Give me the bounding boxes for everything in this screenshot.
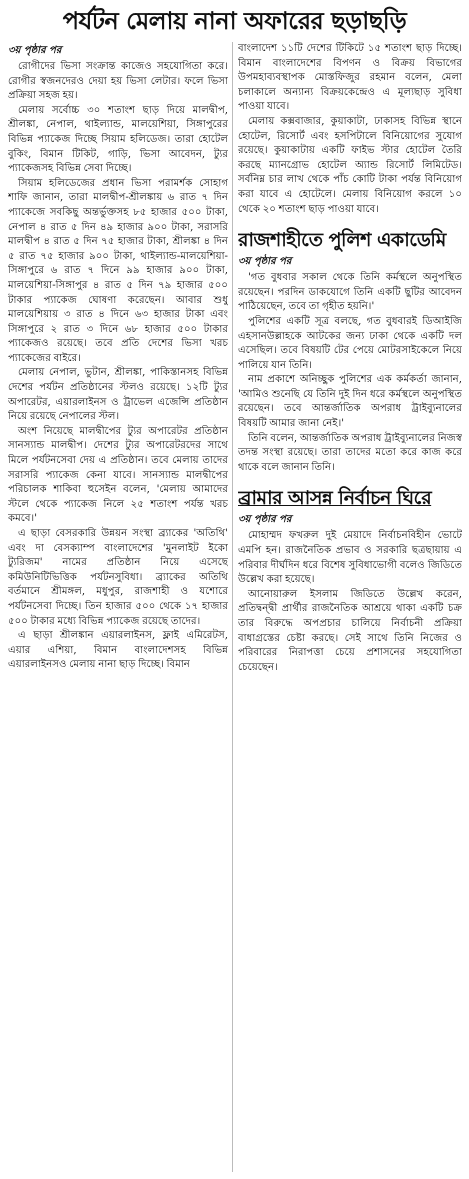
column-divider xyxy=(232,42,233,1172)
article-paragraph: মেলায় সর্বোচ্চ ৩০ শতাংশ ছাড় দিয়ে মালদ্বীপ, শ্রীলঙ্কা, নেপাল, থাইল্যান্ড, মালয়েশিয়া, সিঙ্গাপুরের বিভিন্ন প্যাকেজ দিচ্ছে সিয়াম হলিডেজ। তারা হোটেল বুকিং, বিমান টিকিট, গাড়ি, ভিসা আবেদন, ট্যুর প্যাকেজসহ বিভিন্ন সেবা দিচ্ছে। xyxy=(8,104,228,175)
left-column xyxy=(8,42,228,1172)
article-paragraph: বাংলাদেশ ১১টি দেশের টিকিটে ১৫ শতাংশ ছাড় দিচ্ছে। বিমান বাংলাদেশের বিপণন ও বিক্রয় বিভাগের উপমহাব্যবস্থাপক মোস্তফিজুর রহমান বলেন, মেলা চলাকালে অন্যান্য বিক্রয়কেন্দ্রেও এ মূল্যছাড় সুবিধা পাওয়া যাবে। xyxy=(238,43,462,113)
article-paragraph: মোহাম্মদ ফখরুল দুই মেয়াদে নির্বাচনবিহীন ভোটে এমপি হন। রাজনৈতিক প্রভাব ও সরকারি ছত্রছায়ায় এ পরিবার দীর্ঘদিন ধরে বিশেষ সুবিধাভোগী বলেও জিডিতে উল্লেখ করা হয়েছে। xyxy=(238,530,462,586)
article-paragraph: রোগীদের ভিসা সংক্রান্ত কাজেও সহযোগিতা করে। রোগীর স্বজনদেরও দেয়া হয় ভিসা লেটার। ফলে ভিসা প্রক্রিয়া সহজ হয়। xyxy=(8,61,228,102)
article-paragraph: পুলিশের একটি সূত্র বলছে, গত বুধবারই ডিআইজি এহসানউল্লাহকে আটকের জন্য ঢাকা থেকে একটি দল এসেছিল। তবে বিষয়টি টের পেয়ে মোটরসাইকেলে নিয়ে পালিয়ে যান তিনি। xyxy=(238,315,462,371)
story-headline-election: ব্রামার আসন্ন নির্বাচন ঘিরে xyxy=(238,487,432,510)
article-paragraph: অংশ নিয়েছে মালদ্বীপের ট্যুর অপারেটর প্রতিষ্ঠান সানস্যান্ড মালদ্বীপ। দেশের ট্যুর অপারেটরদের সাথে মিলে পর্যটনসেবা দেয় এ প্রতিষ্ঠান। তবে মেলায় তাদের সরাসরি প্যাকেজ কেনা যাবে। সানস্যান্ড মালদ্বীপের পরিচালক শাকিবা হুসেইন বলেন, 'মেলায় আমাদের স্টলে থেকে প্যাকেজ নিলে ২৫ শতাংশ পর্যন্ত খরচ কমবে।' xyxy=(8,425,228,525)
continued-from-label: ৩য় পৃষ্ঠার পর xyxy=(238,514,292,526)
continued-from-label: ৩য় পৃষ্ঠার পর xyxy=(238,256,292,268)
story-headline-police-academy: রাজশাহীতে পুলিশ একাডেমি xyxy=(238,229,446,252)
right-column xyxy=(238,42,462,1172)
continued-from-label: ৩য় পৃষ্ঠার পর xyxy=(8,45,62,56)
article-paragraph: সিয়াম হলিডেজের প্রধান ভিসা পরামর্শক সোহাগ শাফি জানান, তারা মালদ্বীপ-শ্রীলঙ্কায় ৬ রাত ৭ দিন প্যাকেজে সবকিছু অন্তর্ভুক্তসহ ৮৫ হাজার ৫০০ টাকা, নেপাল ৪ রাত ৫ দিন ৪৯ হাজার ৯০০ টাকা, সরাসরি মালদ্বীপ ৪ রাত ৫ দিন ৭৫ হাজার টাকা, শ্রীলঙ্কা ৪ দিন ৫ রাত ৭৫ হাজার ৯০০ টাকা, থাইল্যান্ড-মালয়েশিয়া-সিঙ্গাপুরে ৬ রাত ৭ দিনে ৯৯ হাজার ৯০০ টাকা, মালয়েশিয়া-সিঙ্গাপুর ৪ রাত ৫ দিন ৭৯ হাজার ৫০০ টাকার প্যাকেজ ঘোষণা করেছেন। আবার শুধু মালয়েশিয়ায় ৩ রাত ৪ দিনে ৬৩ হাজার টাকা এবং সিঙ্গাপুরে ২ রাত ৩ দিনে ৬৮ হাজার ৫০০ টাকার প্যাকেজও রয়েছে। তবে প্রতি দেশের ভিসা খরচ প্যাকেজের বাইরে। xyxy=(8,177,228,364)
article-paragraph: নাম প্রকাশে অনিচ্ছুক পুলিশের এক কর্মকর্তা জানান, 'আমিও শুনেছি যে তিনি দুই দিন ধরে কর্মস্থলে অনুপস্থিত রয়েছেন। তবে আন্তর্জাতিক অপরাধ ট্রাইব্যুনালের বিষয়টি আমার জানা নেই।' xyxy=(238,374,462,430)
article-paragraph: মেলায় কক্সবাজার, কুয়াকাটা, ঢাকাসহ বিভিন্ন স্থানে হোটেল, রিসোর্ট এবং হসপিটালে বিনিয়োগের সুযোগ রয়েছে। কুয়াকাটায় একটি ফাইভ স্টার হোটেল তৈরি করছে ম্যানগ্রোভ হোটেল অ্যান্ড রিসোর্ট লিমিটেড। সর্বনিম্ন চার লাখ থেকে পাঁচ কোটি টাকা পর্যন্ত বিনিয়োগ করা যাবে এ হোটেলে। মেলায় বিনিয়োগ করলে ১০ থেকে ২০ শতাংশ ছাড় পাওয়া যাবে। xyxy=(238,115,462,215)
article-paragraph: তিনি বলেন, আন্তর্জাতিক অপরাধ ট্রাইব্যুনালের নিজস্ব তদন্ত সংস্থা রয়েছে। তারা তাদের মতো করে কাজ করে থাকে বলে জানান তিনি। xyxy=(238,432,462,473)
article-paragraph: মেলায় নেপাল, ভুটান, শ্রীলঙ্কা, পাকিস্তানসহ বিভিন্ন দেশের পর্যটন প্রতিষ্ঠানের স্টলও রয়েছে। ১২টি ট্যুর অপারেটর, এয়ারলাইনস ও ট্রাভেল এজেন্সি প্রতিষ্ঠান নিয়ে রয়েছে নেপালের স্টল। xyxy=(8,367,228,423)
article-paragraph: আনোয়ারুল ইসলাম জিডিতে উল্লেখ করেন, প্রতিদ্বন্দ্বী প্রার্থীর রাজনৈতিক আশ্রয়ে থাকা একটি চক্র তার বিরুদ্ধে অপপ্রচার চালিয়ে নির্বাচনী প্রক্রিয়া বাধাগ্রস্তের চেষ্টা করছে। সেই সাথে তিনি নিজের ও পরিবারের নিরাপত্তা চেয়ে প্রশাসনের সহযোগিতা চেয়েছেন। xyxy=(238,588,462,673)
article-paragraph: এ ছাড়া বেসরকারি উন্নয়ন সংস্থা ব্র্যাকের 'অতিথি' এবং দা বেসক্যাম্প বাংলাদেশের 'মুনলাইট ইকো ট্যুরিজম' নামের প্রতিষ্ঠান নিয়ে এসেছে কমিউনিটিভিত্তিক পর্যটনসুবিধা। ব্র্যাকের অতিথি বর্তমানে শ্রীমঙ্গল, মধুপুর, রাজশাহী ও যশোরে পর্যটনসেবা দিচ্ছে। তিন হাজার ৫০০ থেকে ১৭ হাজার ৫০০ টাকার মধ্যে বিভিন্ন প্যাকেজ রয়েছে তাদের। xyxy=(8,528,228,627)
main-headline: পর্যটন মেলায় নানা অফারের ছড়াছড়ি xyxy=(62,7,407,35)
article-paragraph: এ ছাড়া শ্রীলঙ্কান এয়ারলাইনস, ফ্লাই এমিরেটস, এয়ার এশিয়া, বিমান বাংলাদেশসহ বিভিন্ন এয়ারলাইনসও মেলায় নানা ছাড় দিচ্ছে। বিমান xyxy=(8,630,228,671)
article-paragraph: 'গত বুধবার সকাল থেকে তিনি কর্মস্থলে অনুপস্থিত রয়েছেন। পরদিন ডাকযোগে তিনি একটি ছুটির আবেদন পাঠিয়েছেন, তবে তা গৃহীত হয়নি।' xyxy=(238,272,462,313)
